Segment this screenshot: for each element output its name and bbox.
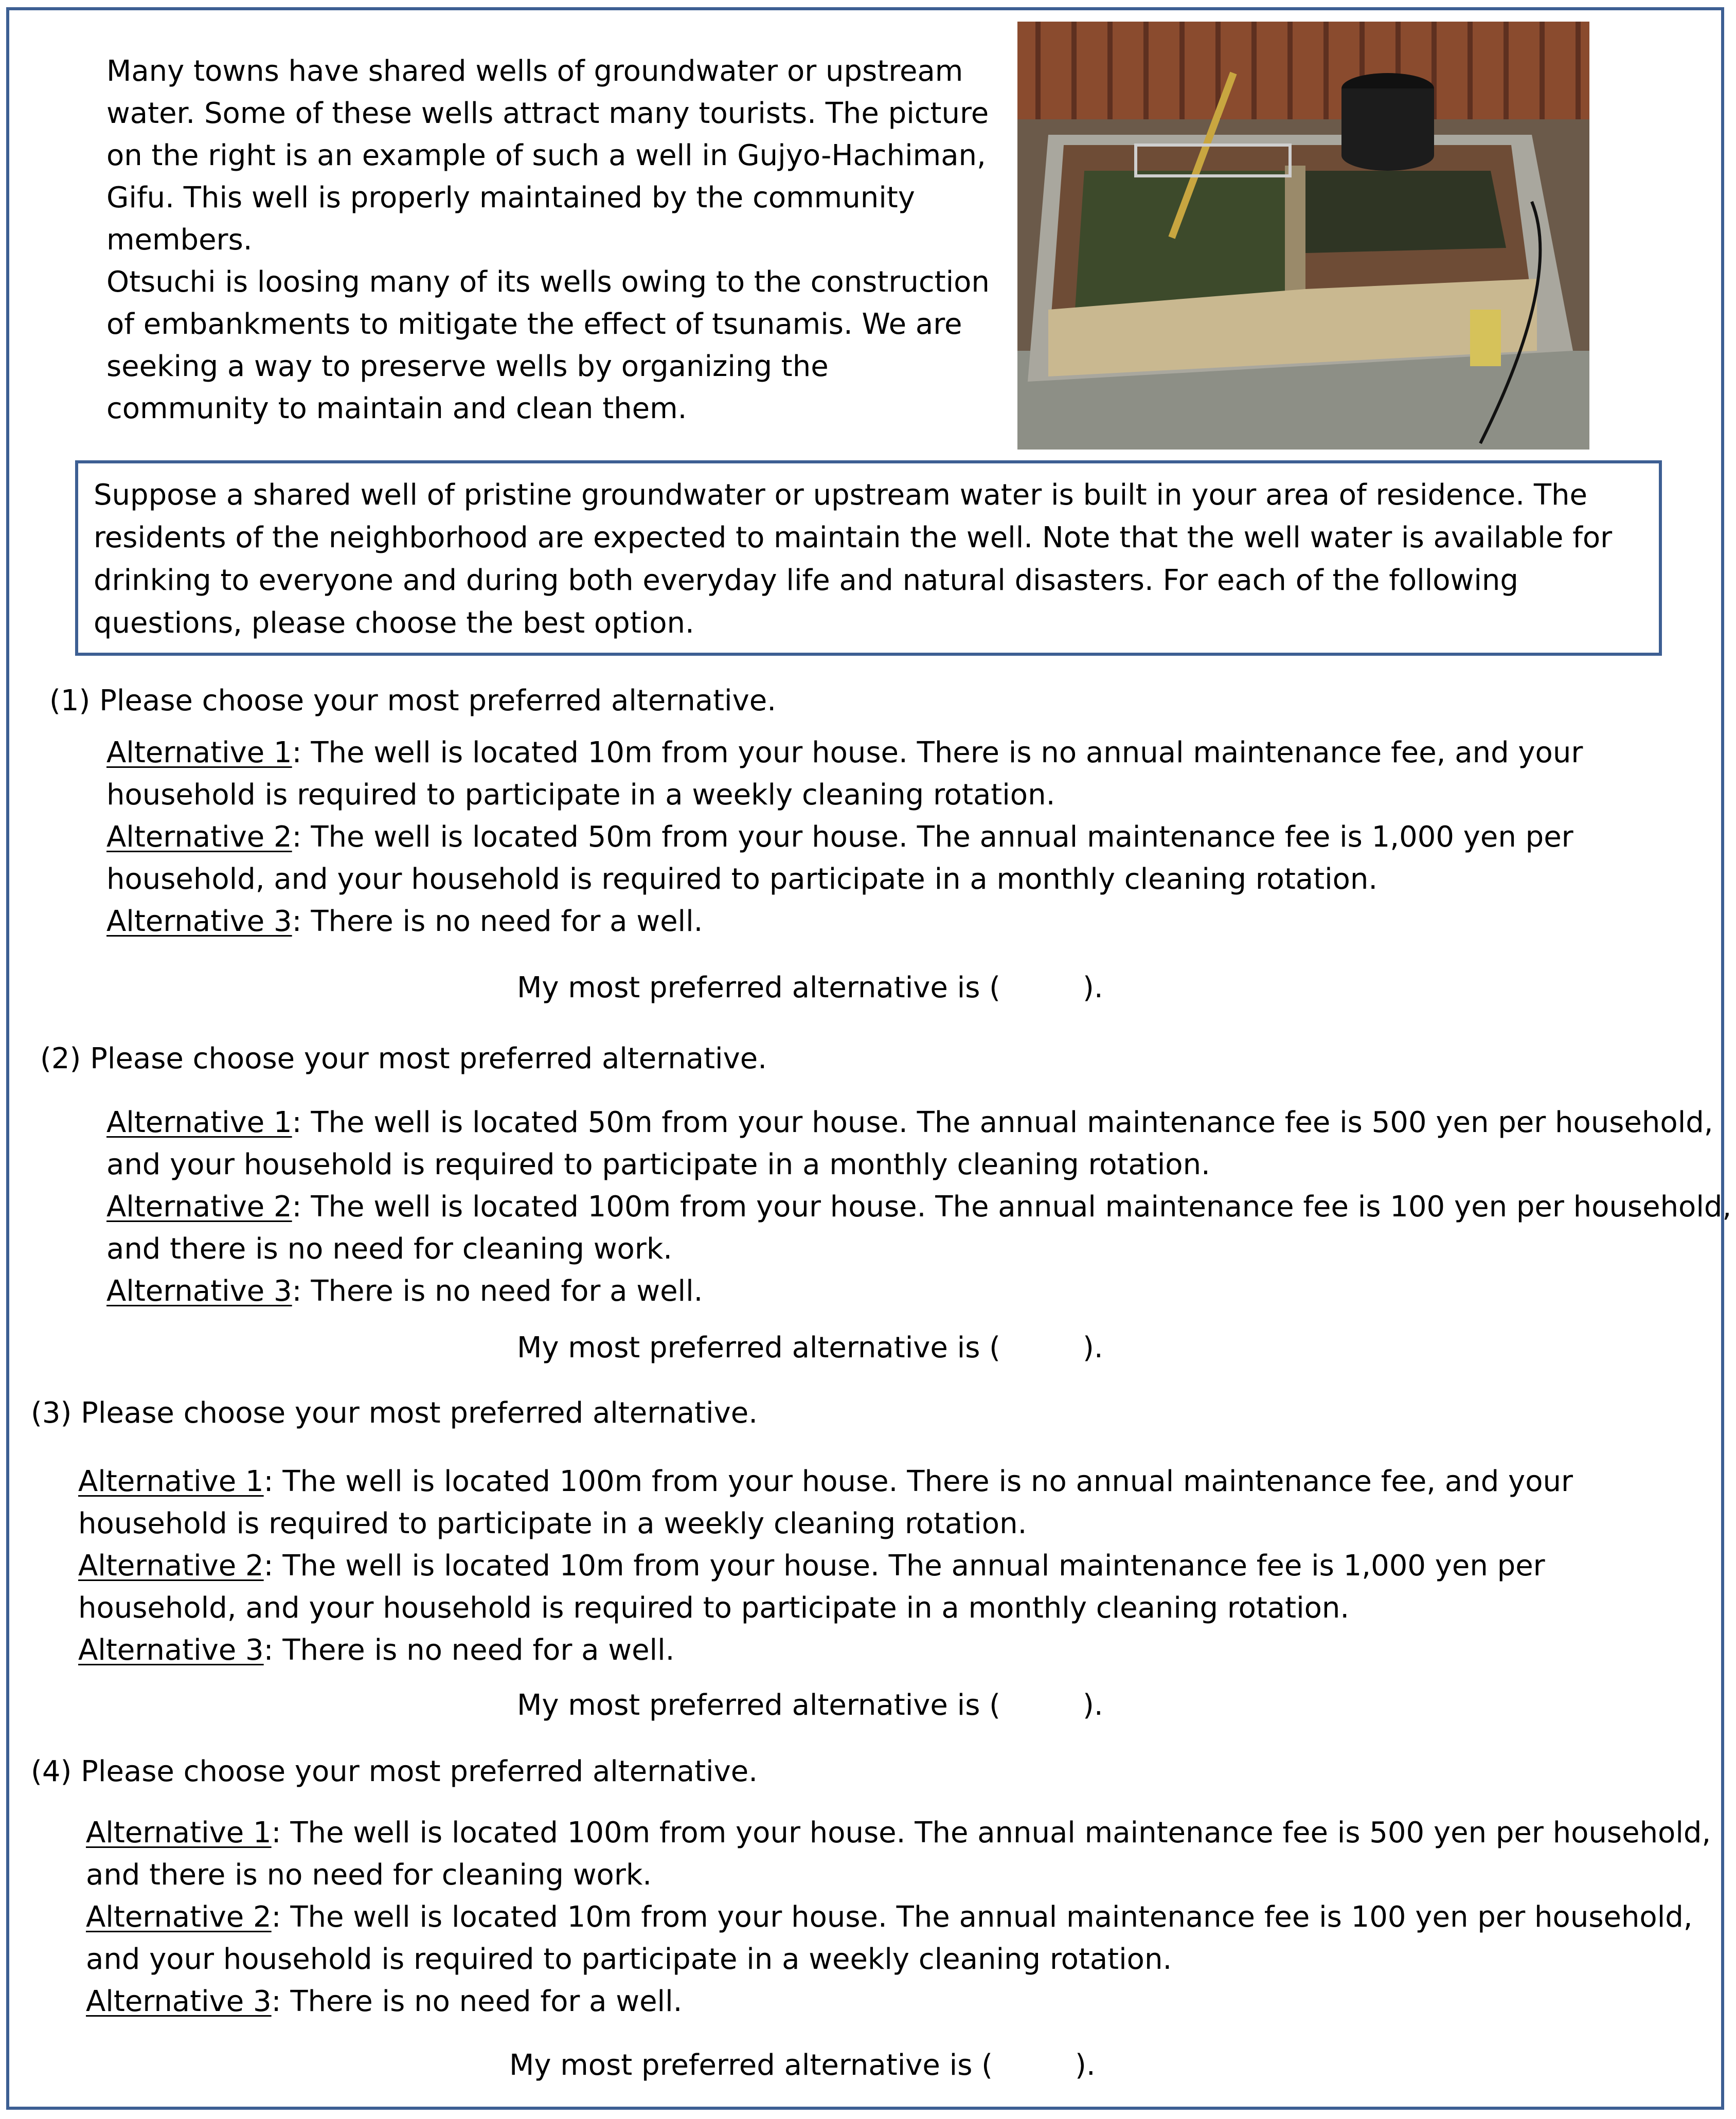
question-3-answer: My most preferred alternative is ( ). <box>517 1689 1103 1722</box>
question-2-alternative-3: Alternative 3: There is no need for a well. <box>106 1274 703 1308</box>
question-1-alternative-1: Alternative 1: The well is located 10m from your house. There is no annual maintenance fee, and your household is required to participate in a weekly cleaning rotation. <box>106 736 1583 812</box>
question-2-answer: My most preferred alternative is ( ). <box>517 1331 1103 1364</box>
question-2-alternative-2: Alternative 2: The well is located 100m from your house. The annual maintenance fee is 100 yen per household, and there is no need for cleaning work. <box>106 1190 1732 1266</box>
question-1-title: (1) Please choose your most preferred alternative. <box>49 684 776 717</box>
question-3-alternative-3: Alternative 3: There is no need for a well. <box>78 1633 675 1667</box>
question-3-title: (3) Please choose your most preferred alternative. <box>31 1396 758 1430</box>
question-2-alternative-1: Alternative 1: The well is located 50m from your house. The annual maintenance fee is 500 yen per household, and your household is required to participate in a monthly cleaning rotation. <box>106 1106 1713 1181</box>
question-4-alternative-3: Alternative 3: There is no need for a well. <box>86 1985 683 2018</box>
question-4-alternative-1: Alternative 1: The well is located 100m from your house. The annual maintenance fee is 500 yen per household, and there is no need for cleaning work. <box>86 1816 1711 1892</box>
well-photo <box>1017 22 1589 450</box>
intro-paragraph-1: Many towns have shared wells of groundwater or upstream water. Some of these wells attract many tourists. The picture on the right is an example of such a well in Gujyo-Hachiman, Gifu. This well is properly maintained by the community members. <box>106 55 989 257</box>
question-4-alternative-2: Alternative 2: The well is located 10m from your house. The annual maintenance fee is 100 yen per household, and your household is required to participate in a weekly cleaning rotation. <box>86 1900 1693 1976</box>
question-2-alternatives <box>106 1102 1732 1313</box>
question-2-title: (2) Please choose your most preferred alternative. <box>40 1042 767 1075</box>
intro-text <box>106 50 991 430</box>
question-4-title: (4) Please choose your most preferred alternative. <box>31 1755 758 1788</box>
question-1-alternative-2: Alternative 2: The well is located 50m from your house. The annual maintenance fee is 1,000 yen per household, and your household is required to participate in a monthly cleaning rotation. <box>106 820 1573 896</box>
question-1-alternatives <box>106 732 1732 943</box>
scenario-box: Suppose a shared well of pristine groundwater or upstream water is built in your area of residence. The residents of the neighborhood are expected to maintain the well. Note that the well water is available for drinking to everyone and during both everyday life and natural disasters. For each of the following questions, please choose the best option. <box>75 460 1662 656</box>
question-4-answer: My most preferred alternative is ( ). <box>509 2049 1096 2082</box>
question-4-alternatives <box>86 1812 1711 2023</box>
question-3-alternatives <box>78 1461 1704 1672</box>
question-1-alternative-3: Alternative 3: There is no need for a well. <box>106 905 703 938</box>
question-1-answer: My most preferred alternative is ( ). <box>517 971 1103 1004</box>
intro-paragraph-2: Otsuchi is loosing many of its wells owing to the construction of embankments to mitigate the effect of tsunamis. We are seeking a way to preserve wells by organizing the community to maintain and clean them. <box>106 265 990 425</box>
question-3-alternative-1: Alternative 1: The well is located 100m from your house. There is no annual maintenance fee, and your household is required to participate in a weekly cleaning rotation. <box>78 1465 1573 1540</box>
question-3-alternative-2: Alternative 2: The well is located 10m from your house. The annual maintenance fee is 1,000 yen per household, and your household is required to participate in a monthly cleaning rotation. <box>78 1549 1545 1625</box>
